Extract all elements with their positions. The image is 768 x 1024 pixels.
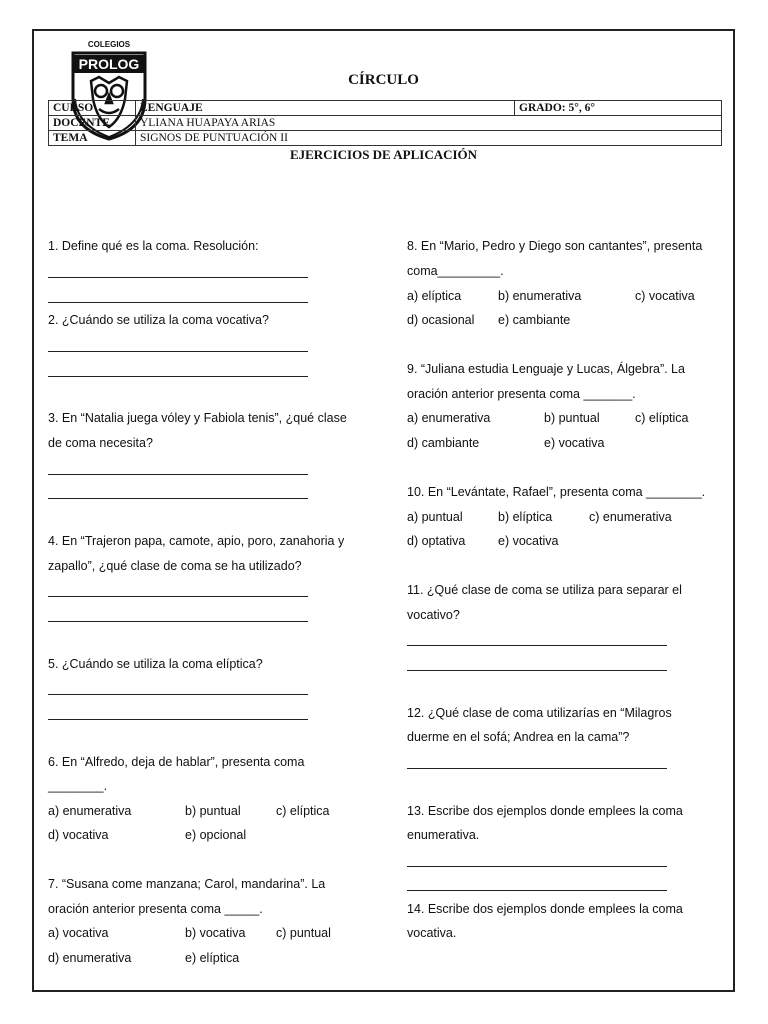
docente-value: YLIANA HUAPAYA ARIAS: [136, 116, 722, 131]
question-2: 2. ¿Cuándo se utiliza la coma vocativa?: [48, 313, 269, 327]
logo-text: PROLOG: [78, 56, 140, 72]
curso-value: LENGUAJE: [136, 101, 515, 116]
question-3-line-1: 3. En “Natalia juega vóley y Fabiola tenis”, ¿qué clase: [48, 411, 347, 425]
option-d[interactable]: d) optativa: [407, 534, 466, 548]
answer-line[interactable]: [48, 498, 308, 499]
option-d[interactable]: d) vocativa: [48, 828, 109, 842]
option-c[interactable]: c) elíptica: [635, 411, 689, 425]
option-d[interactable]: d) ocasional: [407, 313, 475, 327]
grado-value: 5°, 6°: [568, 102, 595, 114]
answer-line[interactable]: [407, 866, 667, 867]
question-9-line-2: oración anterior presenta coma _______.: [407, 387, 636, 401]
answer-line[interactable]: [48, 277, 308, 278]
question-7-line-2: oración anterior presenta coma _____.: [48, 902, 263, 916]
question-11-line-2: vocativo?: [407, 608, 460, 622]
answer-line[interactable]: [48, 694, 308, 695]
option-c[interactable]: c) vocativa: [635, 289, 695, 303]
question-11-line-1: 11. ¿Qué clase de coma se utiliza para separar el: [407, 583, 682, 597]
question-5: 5. ¿Cuándo se utiliza la coma elíptica?: [48, 657, 263, 671]
question-13-line-2: enumerativa.: [407, 828, 480, 842]
curso-label: CURSO: [49, 101, 136, 116]
option-b[interactable]: b) puntual: [544, 411, 600, 425]
question-4-line-1: 4. En “Trajeron papa, camote, apio, poro, zanahoria y: [48, 534, 345, 548]
answer-line[interactable]: [48, 376, 308, 377]
docente-label: DOCENTE: [49, 116, 136, 131]
option-e[interactable]: e) opcional: [185, 828, 247, 842]
question-14-line-1: 14. Escribe dos ejemplos donde emplees la coma: [407, 902, 683, 916]
option-e[interactable]: e) vocativa: [544, 436, 605, 450]
option-c[interactable]: c) elíptica: [276, 804, 330, 818]
answer-line[interactable]: [48, 596, 308, 597]
answer-line[interactable]: [407, 645, 667, 646]
option-d[interactable]: d) cambiante: [407, 436, 480, 450]
option-c[interactable]: c) enumerativa: [589, 510, 672, 524]
document-title: CÍRCULO: [348, 72, 419, 88]
option-a[interactable]: a) elíptica: [407, 289, 462, 303]
option-a[interactable]: a) puntual: [407, 510, 463, 524]
option-b[interactable]: b) puntual: [185, 804, 241, 818]
question-14-line-2: vocativa.: [407, 926, 457, 940]
question-6-line-2: ________.: [48, 779, 108, 793]
question-12-line-1: 12. ¿Qué clase de coma utilizarías en “Milagros: [407, 706, 672, 720]
question-6-line-1: 6. En “Alfredo, deja de hablar”, presenta coma: [48, 755, 305, 769]
grado-label: GRADO:: [519, 102, 566, 114]
question-8-line-2: coma_________.: [407, 264, 504, 278]
option-d[interactable]: d) enumerativa: [48, 951, 132, 965]
question-10: 10. En “Levántate, Rafael”, presenta coma ________.: [407, 485, 706, 499]
option-b[interactable]: b) elíptica: [498, 510, 553, 524]
question-4-line-2: zapallo”, ¿qué clase de coma se ha utilizado?: [48, 559, 302, 573]
option-b[interactable]: b) vocativa: [185, 926, 246, 940]
answer-line[interactable]: [407, 890, 667, 891]
question-12-line-2: duerme en el sofá; Andrea en la cama”?: [407, 730, 630, 744]
question-7-line-1: 7. “Susana come manzana; Carol, mandarina”. La: [48, 877, 326, 891]
tema-label: TEMA: [49, 131, 136, 146]
left-column: [48, 31, 378, 991]
answer-line[interactable]: [48, 351, 308, 352]
answer-line[interactable]: [407, 768, 667, 769]
answer-line[interactable]: [48, 474, 308, 475]
tema-value: SIGNOS DE PUNTUACIÓN II: [136, 131, 722, 146]
logo-top-text: COLEGIOS: [87, 40, 131, 49]
question-3-line-2: de coma necesita?: [48, 436, 153, 450]
question-1: 1. Define qué es la coma. Resolución:: [48, 239, 259, 253]
answer-line[interactable]: [48, 302, 308, 303]
option-c[interactable]: c) puntual: [276, 926, 331, 940]
option-b[interactable]: b) enumerativa: [498, 289, 582, 303]
right-column: [407, 31, 727, 991]
section-subtitle: EJERCICIOS DE APLICACIÓN: [289, 147, 478, 162]
option-e[interactable]: e) elíptica: [185, 951, 240, 965]
option-e[interactable]: e) cambiante: [498, 313, 571, 327]
question-8-line-1: 8. En “Mario, Pedro y Diego son cantantes”, presenta: [407, 239, 703, 253]
answer-line[interactable]: [48, 621, 308, 622]
worksheet-page: [32, 29, 735, 992]
answer-line[interactable]: [48, 719, 308, 720]
option-a[interactable]: a) vocativa: [48, 926, 109, 940]
option-a[interactable]: a) enumerativa: [407, 411, 491, 425]
question-9-line-1: 9. “Juliana estudia Lenguaje y Lucas, Álgebra”. La: [407, 362, 685, 376]
question-13-line-1: 13. Escribe dos ejemplos donde emplees la coma: [407, 804, 683, 818]
option-e[interactable]: e) vocativa: [498, 534, 559, 548]
answer-line[interactable]: [407, 670, 667, 671]
option-a[interactable]: a) enumerativa: [48, 804, 132, 818]
